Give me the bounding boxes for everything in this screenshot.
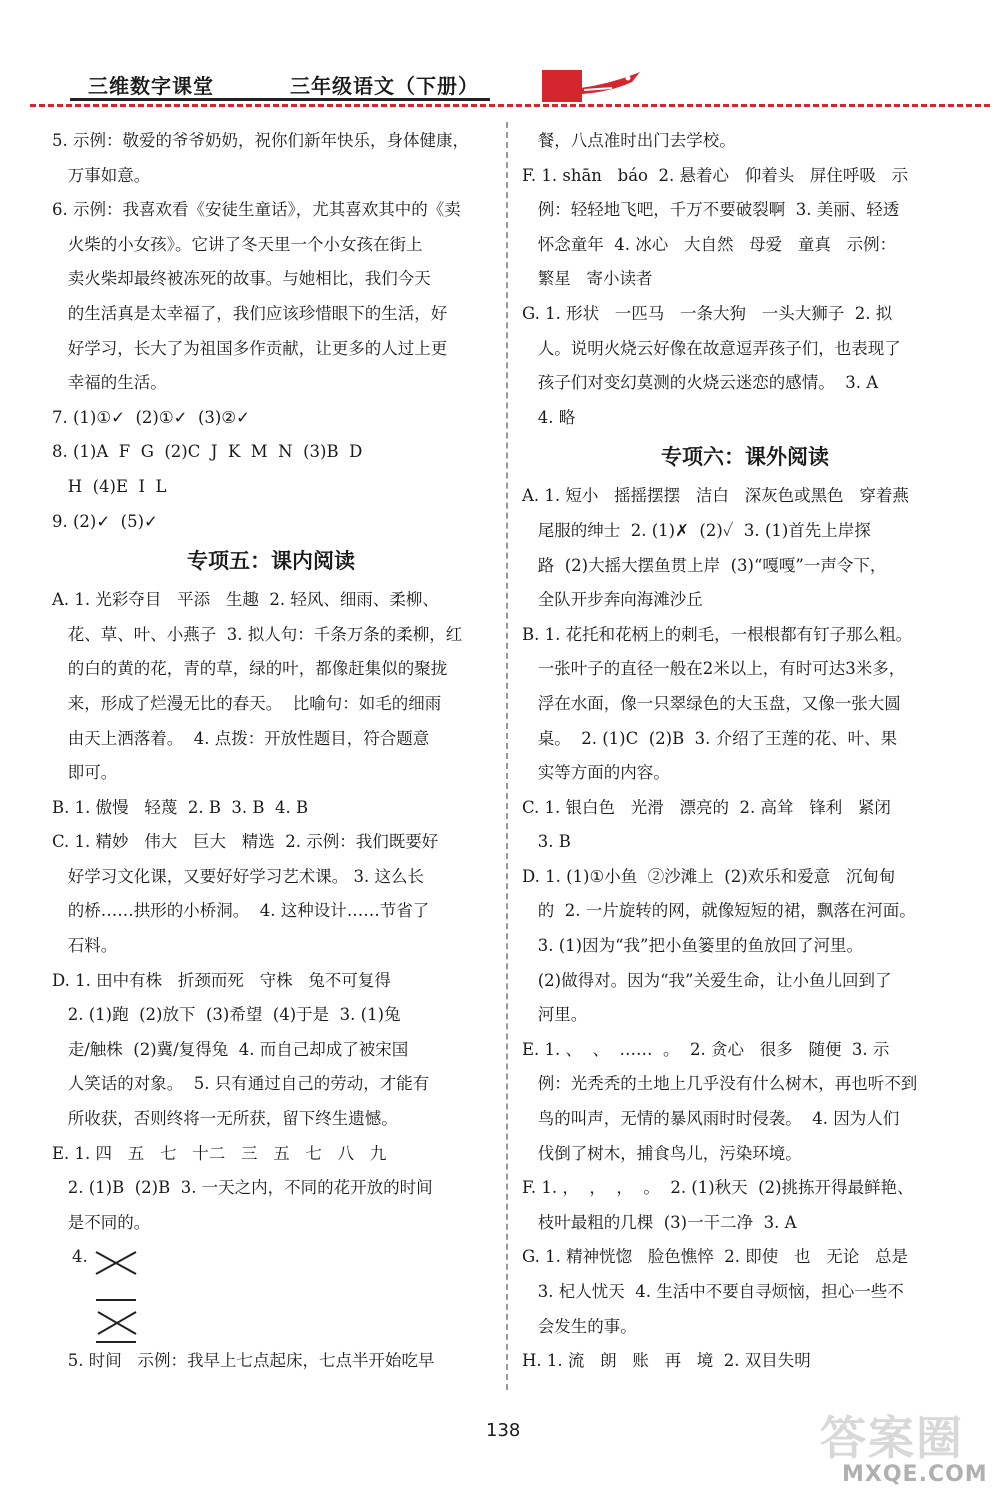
answer-line: 桌。 2. (1)C (2)B 3. 介绍了王莲的花、叶、果	[522, 728, 898, 748]
answer-line: B. 1. 傲慢 轻蔑 2. B 3. B 4. B	[52, 797, 309, 817]
answer-line: 幸福的生活。	[52, 373, 167, 393]
answer-line: A. 1. 短小 摇摇摆摆 洁白 深灰色或黑色 穿着燕	[522, 486, 909, 506]
answer-line: 是不同的。	[52, 1212, 151, 1232]
answer-line: 怀念童年 4. 冰心 大自然 母爱 童真 示例：	[522, 234, 897, 254]
answer-line: 卖火柴却最终被冻死的故事。与她相比，我们今天	[52, 269, 431, 289]
answer-line: 走/触株 (2)冀/复得兔 4. 而自己却成了被宋国	[52, 1039, 409, 1059]
answer-line: 实等方面的内容。	[522, 763, 670, 783]
matching-figure	[52, 1240, 490, 1344]
answer-line: A. 1. 光彩夺目 平添 生趣 2. 轻风、细雨、柔柳、	[52, 590, 439, 610]
answer-line: F. 1. shān báo 2. 悬着心 仰着头 屏住呼吸 示	[522, 165, 909, 185]
answer-line: 的桥……拱形的小桥洞。 4. 这种设计……节省了	[52, 901, 430, 921]
book-title: 三年级语文（下册）	[290, 74, 479, 98]
right-answer-column	[522, 124, 968, 1379]
left-answer-column	[52, 124, 490, 1379]
section-heading: 专项五：课内阅读	[187, 549, 355, 574]
answer-line: C. 1. 精妙 伟大 巨大 精选 2. 示例：我们既要好	[52, 832, 439, 852]
answer-line: 来，形成了烂漫无比的春天。 比喻句：如毛的细雨	[52, 693, 442, 713]
answer-line: 例：光秃秃的土地上几乎没有什么树木，再也听不到	[522, 1074, 918, 1094]
answer-line: G. 1. 形状 一匹马 一条大狗 一头大狮子 2. 拟	[522, 303, 893, 323]
header-dashed-rule	[30, 104, 990, 107]
answer-line: 火柴的小女孩》。它讲了冬天里一个小女孩在街上	[52, 234, 423, 254]
answer-line: 万事如意。	[52, 165, 151, 185]
watermark-url: MXQE.COM	[842, 1462, 988, 1487]
answer-line: 3. 杞人忧天 4. 生活中不要自寻烦恼，担心一些不	[522, 1282, 904, 1301]
answer-line: D. 1. (1)①小鱼 ②沙滩上 (2)欢乐和爱意 沉甸甸	[522, 866, 896, 886]
answer-line: 孩子们对变幻莫测的火烧云迷恋的感情。 3. A	[522, 373, 879, 393]
answer-line: (2)做得对。因为“我”关爱生命，让小鱼儿回到了	[522, 970, 892, 990]
watermark-logo: 答案圈	[820, 1411, 964, 1465]
answer-line: F. 1. ， ， ， 。 2. (1)秋天 (2)挑拣开得最鲜艳、	[522, 1178, 914, 1198]
answer-line: 伐倒了树木，捕食鸟儿，污染环境。	[522, 1143, 802, 1163]
answer-line: 会发生的事。	[522, 1316, 637, 1336]
answer-line: 餐，八点准时出门去学校。	[522, 131, 736, 150]
answer-line: 4. 略	[522, 407, 576, 427]
answer-line: 人笑话的对象。 5. 只有通过自己的劳动，才能有	[52, 1074, 430, 1094]
answer-line: 好学习文化课，又要好好学习艺术课。 3. 这么长	[52, 866, 424, 886]
answer-line: B. 1. 花托和花柄上的刺毛，一根根都有钉子那么粗。	[522, 624, 913, 644]
answer-line: 例：轻轻地飞吧，千万不要破裂啊 3. 美丽、轻透	[522, 200, 900, 220]
figure-label: 4.	[72, 1247, 88, 1267]
answer-line: 即可。	[52, 763, 118, 783]
answer-line: E. 1. 四 五 七 十二 三 五 七 八 九	[52, 1143, 387, 1163]
column-divider	[506, 122, 508, 1390]
matching-lines-figure	[92, 1244, 152, 1344]
answer-line: 石料。	[52, 936, 118, 956]
answer-line: 鸟的叫声，无情的暴风雨时时侵袭。 4. 因为人们	[522, 1109, 900, 1129]
answer-line: 全队开步奔向海滩沙丘	[522, 590, 703, 610]
answer-line: 花、草、叶、小燕子 3. 拟人句：千条万条的柔柳，红	[52, 624, 463, 644]
answer-line: 河里。	[522, 1005, 588, 1025]
answer-line: 所收获，否则终将一无所获，留下终生遗憾。	[52, 1109, 398, 1129]
answer-line: 的白的黄的花，青的草，绿的叶，都像赶集似的聚拢	[52, 659, 448, 679]
answer-line: E. 1. 、 、 …… 。 2. 贪心 很多 随便 3. 示	[522, 1039, 890, 1059]
answer-line: 2. (1)B (2)B 3. 一天之内，不同的花开放的时间	[52, 1178, 433, 1198]
answer-line: 繁星 寄小读者	[522, 269, 653, 289]
answer-line: 的生活真是太幸福了，我们应该珍惜眼下的生活，好	[52, 303, 448, 323]
answer-line: 尾服的绅士 2. (1)✗ (2)✓ 3. (1)首先上岸探	[522, 520, 871, 540]
answer-line: 浮在水面，像一只翠绿色的大玉盘，又像一张大圆	[522, 693, 901, 713]
answer-line: 由天上洒落着。 4. 点拨：开放性题目，符合题意	[52, 728, 430, 748]
series-title: 三维数字课堂	[88, 74, 214, 98]
answer-line: G. 1. 精神恍惚 脸色憔悴 2. 即使 也 无论 总是	[522, 1247, 908, 1267]
answer-line: 好学习，长大了为祖国多作贡献，让更多的人过上更	[52, 338, 448, 358]
answer-line: 8. (1)A F G (2)C J K M N (3)B D	[52, 442, 363, 462]
answer-line: H (4)E I L	[52, 476, 167, 496]
answer-line: 5. 时间 示例：我早上七点起床，七点半开始吃早	[52, 1351, 435, 1371]
page-number: 138	[486, 1420, 521, 1441]
answer-line: 2. (1)跑 (2)放下 (3)希望 (4)于是 3. (1)兔	[52, 1005, 401, 1025]
answer-line: 一张叶子的直径一般在2米以上，有时可达3米多，	[522, 659, 906, 679]
answer-line: H. 1. 流 朗 账 再 境 2. 双目失明	[522, 1351, 811, 1371]
answer-line: D. 1. 田中有株 折颈而死 守株 兔不可复得	[52, 970, 391, 990]
answer-line: 人。说明火烧云好像在故意逗弄孩子们，也表现了	[522, 338, 901, 358]
header-rule	[70, 98, 490, 101]
answer-line: 7. (1)①✓ (2)①✓ (3)②✓	[52, 407, 250, 427]
answer-line: 枝叶最粗的几棵 (3)一干二净 3. A	[522, 1212, 797, 1232]
answer-line: 9. (2)✓ (5)✓	[52, 511, 158, 531]
page-header	[0, 0, 1000, 110]
section-heading: 专项六：课外阅读	[661, 445, 829, 470]
answer-line: 3. (1)因为“我”把小鱼篓里的鱼放回了河里。	[522, 936, 863, 956]
answer-line: 6. 示例：我喜欢看《安徒生童话》，尤其喜欢其中的《卖	[52, 200, 461, 220]
answer-line: 3. B	[522, 832, 571, 852]
rocket-logo-icon	[540, 66, 650, 106]
answer-line: C. 1. 银白色 光滑 漂亮的 2. 高耸 锋利 紧闭	[522, 797, 891, 817]
answer-line: 的 2. 一片旋转的网，就像短短的裙，飘落在河面。	[522, 901, 916, 921]
answer-line: 路 (2)大摇大摆鱼贯上岸 (3)“嘎嘎”一声令下，	[522, 555, 887, 575]
answer-line: 5. 示例：敬爱的爷爷奶奶，祝你们新年快乐，身体健康，	[52, 131, 469, 150]
